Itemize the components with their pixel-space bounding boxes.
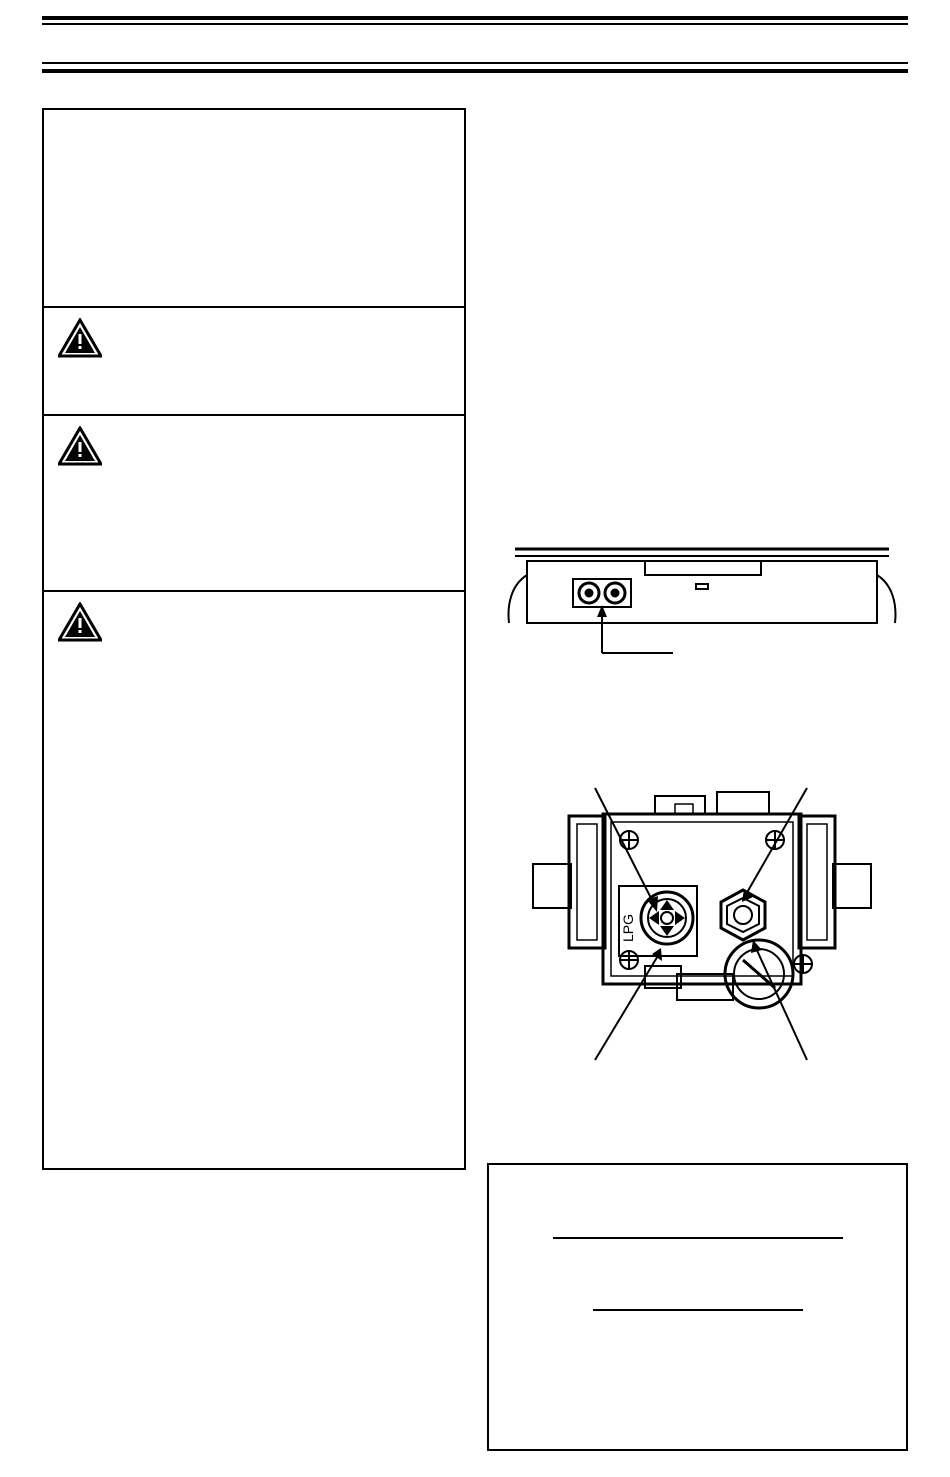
intro-panel (44, 110, 464, 308)
signature-line-1 (553, 1237, 843, 1239)
note-box (487, 1163, 908, 1451)
header-rule-bottom-thick (42, 69, 908, 73)
left-column (42, 108, 466, 1170)
header-rule-bottom-thin (42, 62, 908, 64)
signature-line-2 (593, 1309, 803, 1311)
header-rule-top-thin (42, 23, 908, 25)
warning-triangle-icon (58, 602, 102, 642)
figure-pilot-assembly (497, 543, 907, 683)
figure-gas-valve (507, 778, 897, 1068)
warning-panel-3 (44, 592, 464, 1168)
warning-panel-2 (44, 416, 464, 592)
warning-panel-1 (44, 308, 464, 416)
warning-triangle-icon (58, 426, 102, 466)
valve-lpg-label: LPG (620, 913, 636, 942)
warning-panel-1-heading (112, 318, 450, 324)
header-rule-top-thick (42, 16, 908, 20)
warning-panel-2-heading (112, 426, 450, 432)
warning-triangle-icon (58, 318, 102, 358)
page-header-rules (42, 16, 908, 68)
warning-panel-3-heading (112, 602, 450, 608)
